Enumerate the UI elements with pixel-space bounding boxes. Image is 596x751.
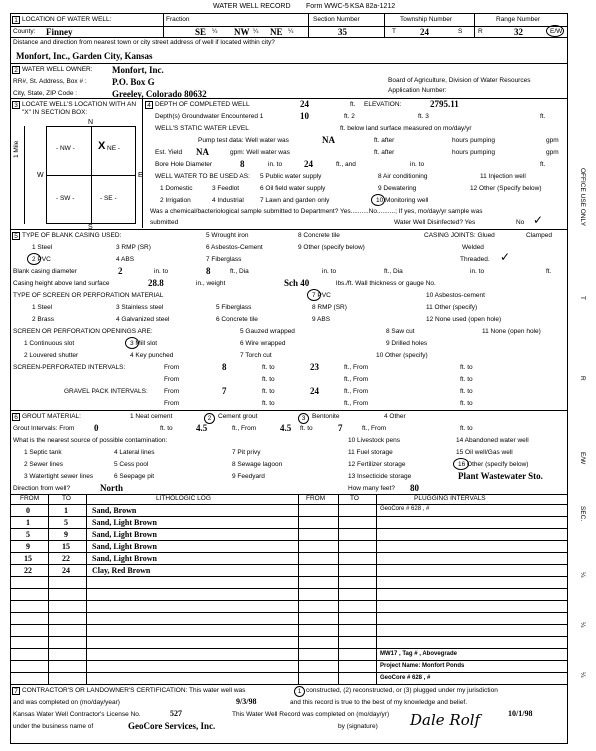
static-label: WELL'S STATIC WATER LEVEL [155, 125, 249, 132]
bore-label: Bore Hole Diameter [155, 161, 213, 168]
quarter-1: ¼ [212, 28, 218, 35]
openings-label: SCREEN OR PERFORATION OPENINGS ARE: [13, 328, 153, 335]
groundwater-2-label: ft. 2 [344, 113, 355, 120]
depth-label: DEPTH OF COMPLETED WELL [155, 101, 250, 108]
address-value: P.O. Box G [112, 77, 155, 87]
office-use-label: OFFICE USE ONLY [579, 168, 586, 227]
location-x-mark: X [98, 140, 106, 152]
opening-10: 10 Other (specify) [376, 352, 428, 359]
diameter-ft-dia: ft., Dia [230, 268, 249, 275]
opening-5: 5 Gauzed wrapped [240, 328, 295, 335]
casing-7: 7 Fiberglass [206, 256, 242, 263]
log-row-6-to: 24 [62, 566, 70, 575]
sp1-from-label: From [164, 364, 180, 371]
township-t: T [392, 28, 396, 35]
log-row-3-from: 5 [26, 530, 30, 539]
contam-2: 2 Sewer lines [24, 461, 64, 468]
opening-2: 2 Louvered shutter [24, 352, 79, 359]
sp1-to: 23 [310, 362, 319, 372]
contam-6: 6 Seepage pit [114, 473, 155, 480]
log-row-2-to: 5 [64, 518, 68, 527]
contam-7: 7 Pit privy [232, 449, 261, 456]
disinfected-label: Water Well Disinfected? Yes [394, 219, 476, 226]
joints-label: CASING JOINTS: Glued [424, 232, 495, 239]
casing-label: TYPE OF BLANK CASING USED: [22, 232, 122, 239]
contam-16: 16 Other (specify below) [458, 461, 529, 468]
use-6: 6 Oil field water supply [260, 185, 326, 192]
groundwater-label: Depth(s) Groundwater Encountered 1 [155, 113, 264, 120]
fraction-2: NW [234, 27, 250, 37]
grout-from2-label: ft., From [232, 425, 257, 432]
diameter-label: Blank casing diameter [13, 268, 77, 275]
use-2: 2 Irrigation [160, 197, 191, 204]
constructed-circle: 1 [294, 686, 305, 697]
screen-9: 9 ABS [312, 316, 331, 323]
contamination-label: What is the nearest source of possible contamination: [13, 437, 168, 444]
gp2-to2-label: ft. to [460, 400, 473, 407]
screen-3: 3 Stainless steel [116, 304, 164, 311]
sp1-to2-label: ft. to [460, 364, 473, 371]
range-r: R [478, 28, 483, 35]
screen-10: 10 Asbestos-cement [426, 292, 485, 299]
form-frame [10, 13, 568, 744]
contam-12: 12 Fertilizer storage [348, 461, 406, 468]
elevation-label: ELEVATION: [364, 101, 402, 108]
col-to-2: TO [350, 495, 359, 502]
geocore-id-2: GeoCore # 628 , # [380, 675, 431, 681]
sp1-to-label: ft. to [262, 364, 275, 371]
township-label: Township Number [400, 16, 453, 23]
yield-label: Est. Yield [155, 149, 183, 156]
feet-label: How many feet? [348, 485, 395, 492]
bore-in-to: in. to [268, 161, 283, 168]
application-label: Application Number: [388, 87, 447, 94]
pump-gpm: gpm [546, 137, 559, 144]
threaded-label: Threaded. [460, 256, 490, 263]
log-row-3-to: 9 [64, 530, 68, 539]
screen-perforated-label: SCREEN-PERFORATED INTERVALS: [13, 364, 126, 371]
use-7: 7 Lawn and garden only [260, 197, 330, 204]
screen-2: 2 Brass [32, 316, 55, 323]
grout-to-label: ft. to [160, 425, 173, 432]
screen-7-circle [307, 289, 321, 301]
east-label: E [138, 172, 143, 179]
weight-label: in., weight [196, 280, 226, 287]
sp1-from: 8 [222, 362, 227, 372]
contam-14: 14 Abandoned water well [456, 437, 529, 444]
office-quarter-1: ¼ [579, 572, 586, 578]
screen-5: 5 Fiberglass [216, 304, 252, 311]
diameter-in-to-3: in. to [470, 268, 485, 275]
record-label: This Water Well Record was completed on (mo/day/yr) [232, 711, 390, 718]
sp2-from2-label: ft., From [344, 376, 369, 383]
nw-label: - NW - [56, 145, 75, 152]
township-s: S [458, 28, 463, 35]
completed-label: and was completed on (mo/day/year) [13, 699, 120, 706]
locate-label: LOCATE WELL'S LOCATION WITH AN "X" IN SECTION BOX: [22, 101, 137, 116]
section-5-number: 5 [12, 232, 20, 240]
gp1-from2-label: ft., From [344, 388, 369, 395]
gp1-to: 24 [310, 386, 319, 396]
office-ew: E/W [579, 452, 586, 465]
height-label: Casing height above land surface [13, 280, 110, 287]
col-litho: LITHOLOGIC LOG [156, 495, 211, 502]
gp1-from: 7 [222, 386, 227, 396]
yield-gpm: gpm [546, 149, 559, 156]
gp2-to-label: ft. to [262, 400, 275, 407]
casing-5: 5 Wrought iron [206, 232, 249, 239]
bore-in-to-2: in. to [410, 161, 425, 168]
opening-4: 4 Key punched [130, 352, 174, 359]
distance-label: Distance and direction from nearest town or city street address of well if located within city? [13, 39, 275, 46]
quarter-2: ¼ [253, 28, 259, 35]
grout-from: 0 [94, 423, 99, 433]
gp1-to-label: ft. to [262, 388, 275, 395]
use-12: 12 Other (Specify below) [470, 185, 542, 192]
contam-3: 3 Watertight sewer lines [24, 473, 94, 480]
bore-ft: ft. [540, 161, 546, 168]
grout-to2-label: ft. to [300, 425, 313, 432]
threaded-check: ✓ [500, 250, 511, 264]
section-7-number: 7 [12, 687, 20, 695]
screen-4: 4 Galvanized steel [116, 316, 170, 323]
height-value: 28.8 [148, 278, 164, 288]
section-4-number: 4 [145, 101, 153, 109]
opening-11: 11 None (open hole) [482, 328, 541, 335]
mw-tag: MW17 , Tag # , Abovegrade [380, 651, 458, 657]
groundwater-3-label: ft. 3 [418, 113, 429, 120]
gp1-to2-label: ft. to [460, 388, 473, 395]
owner-value: Monfort, Inc. [112, 65, 164, 75]
casing-1: 1 Steel [32, 244, 53, 251]
log-row-5-from: 15 [24, 554, 32, 563]
true-statement: and this record is true to the best of my knowledge and belief. [290, 699, 468, 706]
use-label: WELL WATER TO BE USED AS: [155, 173, 250, 180]
log-row-1-from: 0 [26, 506, 30, 515]
sp2-from-label: From [164, 376, 180, 383]
contam-11: 11 Fuel storage [348, 449, 393, 456]
log-row-2-desc: Sand, Light Brown [92, 518, 157, 527]
casing-2: 2 PVC [32, 256, 51, 263]
depth-ft: ft. [350, 101, 356, 108]
groundwater-ft: ft. [540, 113, 546, 120]
opening-9: 9 Drilled holes [386, 340, 428, 347]
use-11: 11 Injection well [480, 173, 526, 180]
gp1-from-label: From [164, 388, 180, 395]
bore-value: 8 [240, 159, 245, 169]
north-label: N [88, 119, 94, 126]
opening-3-circle [125, 337, 139, 349]
screen-11: 11 Other (specify) [426, 304, 478, 311]
certification-label: CONTRACTOR'S OR LANDOWNER'S CERTIFICATION: This water well was [22, 687, 246, 694]
use-1: 1 Domestic [160, 185, 193, 192]
use-4: 4 Industrial [212, 197, 244, 204]
business-value: GeoCore Services, Inc. [128, 721, 216, 731]
quarter-3: ¼ [288, 28, 294, 35]
use-10-circle [371, 194, 385, 206]
grout-to2: 7 [338, 423, 343, 433]
use-3: 3 Feedlot [212, 185, 240, 192]
section-1-number: 1 [12, 16, 20, 24]
ksa-code: KSA 82a-1212 [350, 3, 396, 10]
pump-after: ft. after [374, 137, 395, 144]
use-10: 10 Monitoring well [376, 197, 429, 204]
screen-12: 12 None used (open hole) [426, 316, 502, 323]
casing-6: 6 Asbestos-Cement [206, 244, 263, 251]
schedule-value: Sch 40 [284, 278, 310, 288]
sp2-to-label: ft. to [262, 376, 275, 383]
casing-9: 9 Other (specify below) [298, 244, 365, 251]
use-5: 5 Public water supply [260, 173, 322, 180]
se-label: - SE - [100, 195, 117, 202]
ne-label: NE - [107, 145, 120, 152]
south-label: S [88, 224, 93, 231]
sp1-from2-label: ft., From [344, 364, 369, 371]
form-number: Form WWC-5 [306, 3, 349, 10]
distance-value: Monfort, Inc., Garden City, Kansas [16, 51, 153, 61]
section-number-label: Section Number [313, 16, 360, 23]
section-2-number: 2 [12, 66, 20, 74]
log-row-3-desc: Sand, Light Brown [92, 530, 157, 539]
contam-1: 1 Septic tank [24, 449, 62, 456]
contam-16-circle [453, 458, 469, 470]
sp2-to2-label: ft. to [460, 376, 473, 383]
office-t: T [579, 296, 586, 300]
grout-from3-label: ft., From [362, 425, 387, 432]
office-sec: SEC. [579, 506, 586, 522]
range-number: 32 [514, 27, 523, 37]
fraction-1: SE [195, 27, 207, 37]
yield-after: ft. after [374, 149, 395, 156]
groundwater-1: 10 [300, 111, 309, 121]
direction-label: Direction from well? [13, 485, 71, 492]
screen-8: 8 RMP (SR) [312, 304, 347, 311]
section-6-number: 6 [12, 413, 20, 421]
grout-to: 4.5 [196, 423, 208, 433]
business-label: under the business name of [13, 723, 94, 730]
board-text: Board of Agriculture, Division of Water Resources [388, 77, 531, 84]
signature: Dale Rolf [410, 711, 481, 729]
log-row-2-from: 1 [26, 518, 30, 527]
geocore-id: GeoCore # 628 , # [380, 506, 430, 512]
disinfected-check: ✓ [533, 213, 544, 227]
pump-value: NA [322, 135, 335, 145]
log-row-4-from: 9 [26, 542, 30, 551]
contam-5: 5 Cess pool [114, 461, 149, 468]
screen-label: TYPE OF SCREEN OR PERFORATION MATERIAL [13, 292, 164, 299]
opening-6: 6 Wire wrapped [240, 340, 286, 347]
bore-to-value: 24 [304, 159, 313, 169]
grout-2: Cement grout [218, 413, 258, 420]
office-quarter-2: ¼ [579, 622, 586, 628]
pump-hours: hours pumping [452, 137, 495, 144]
screen-6: 6 Concrete tile [216, 316, 258, 323]
opening-7: 7 Torch cut [240, 352, 272, 359]
diameter-value: 2 [118, 266, 123, 276]
project-name: Project Name: Monfort Ponds [380, 663, 465, 669]
depth-value: 24 [300, 99, 309, 109]
casing-2-circle [27, 253, 41, 265]
grout-3: Bentonite [312, 413, 340, 420]
static-rest: ft. below land surface measured on mo/day/yr [340, 125, 472, 132]
diameter-in-to: in. to [154, 268, 169, 275]
section-1-label: LOCATION OF WATER WELL: [22, 16, 112, 23]
yield-hours: hours pumping [452, 149, 495, 156]
col-from: FROM [20, 495, 40, 502]
owner-label: WATER WELL OWNER: [22, 66, 93, 73]
diameter-to: 8 [206, 266, 211, 276]
grout-from2: 4.5 [280, 423, 292, 433]
wall-label: lbs./ft. Wall thickness or gauge No. [336, 280, 436, 287]
grout-3-circle: 3 [298, 413, 309, 424]
contam-15: 15 Oil well/Gas well [456, 449, 513, 456]
contam-13: 13 Insecticide storage [348, 473, 412, 480]
grout-2-circle: 2 [204, 413, 215, 424]
county-value: Finney [46, 27, 73, 37]
log-row-6-from: 22 [24, 566, 32, 575]
pump-label: Pump test data: Well water was [198, 137, 289, 144]
city-label: City, State, ZIP Code : [13, 90, 78, 97]
signature-label: by (signature) [338, 723, 378, 730]
range-ew: E/W [550, 28, 563, 35]
mile-label: 1 Mile [13, 140, 20, 158]
township-number: 24 [420, 27, 429, 37]
city-value: Greeley, Colorado 80632 [112, 89, 207, 99]
feet-value: 80 [410, 483, 419, 493]
section-number: 35 [338, 27, 347, 37]
casing-4: 4 ABS [116, 256, 135, 263]
yield-rest: gpm: Well water was [230, 149, 290, 156]
log-row-5-to: 22 [62, 554, 70, 563]
gp2-from-label: From [164, 400, 180, 407]
diameter-in-to-2: in. to [322, 268, 337, 275]
gravel-pack-label: GRAVEL PACK INTERVALS: [64, 388, 148, 395]
opening-1: 1 Continuous slot [24, 340, 75, 347]
form-title: WATER WELL RECORD [213, 3, 291, 10]
elevation-value: 2795.11 [430, 99, 459, 109]
fraction-3: NE [270, 27, 283, 37]
record-value: 10/1/98 [508, 709, 533, 718]
gp2-from2-label: ft., From [344, 400, 369, 407]
log-row-4-desc: Sand, Light Brown [92, 542, 157, 551]
chem-question: Was a chemical/bacteriological sample submitted to Department? Yes..........No..........; If yes, mo/day/yr sample was [150, 208, 483, 215]
log-row-5-desc: Sand, Light Brown [92, 554, 157, 563]
diameter-ft-dia-2: ft., Dia [384, 268, 403, 275]
welded-label: Welded [462, 244, 484, 251]
opening-3: 3 Mill slot [130, 340, 158, 347]
screen-7: 7 PVC [312, 292, 331, 299]
grout-interval-label: Grout Intervals: From [13, 425, 75, 432]
section-3-number: 3 [12, 101, 20, 109]
log-row-4-to: 15 [62, 542, 70, 551]
diameter-ft: ft. [546, 268, 552, 275]
log-row-6-desc: Clay, Red Brown [92, 566, 151, 575]
screen-1: 1 Steel [32, 304, 53, 311]
opening-8: 8 Saw cut [386, 328, 415, 335]
grout-label: GROUT MATERIAL: [22, 413, 81, 420]
direction-value: North [100, 483, 123, 493]
sw-label: - SW - [56, 195, 75, 202]
log-row-1-to: 1 [64, 506, 68, 515]
contam-10: 10 Livestock pens [348, 437, 401, 444]
certification-options: constructed, (2) reconstructed, or (3) plugged under my jurisdiction [306, 687, 498, 694]
col-plugging: PLUGGING INTERVALS [414, 495, 486, 502]
grout-1: 1 Neat cement [130, 413, 173, 420]
license-label: Kansas Water Well Contractor's License No. [13, 711, 141, 718]
disinfected-no: No [516, 219, 525, 226]
submitted-label: submitted [150, 219, 179, 226]
col-to: TO [62, 495, 71, 502]
office-quarter-3: ¼ [579, 672, 586, 678]
log-row-1-desc: Sand, Brown [92, 506, 137, 515]
contam-9: 9 Feedyard [232, 473, 265, 480]
grout-to3-label: ft. to [460, 425, 473, 432]
ew-circle [546, 25, 564, 37]
other-source: Plant Wastewater Sto. [458, 471, 543, 481]
contam-8: 8 Sewage lagoon [232, 461, 283, 468]
use-9: 9 Dewatering [378, 185, 417, 192]
clamped-label: Clamped [526, 232, 553, 239]
license-value: 527 [170, 709, 182, 718]
completed-value: 9/3/98 [236, 697, 257, 706]
yield-value: NA [196, 147, 209, 157]
casing-3: 3 RMP (SR) [116, 244, 151, 251]
fraction-label: Fraction [166, 16, 190, 23]
grout-4: 4 Other [384, 413, 406, 420]
bore-and: ft., and [336, 161, 356, 168]
use-8: 8 Air conditioning [378, 173, 428, 180]
address-label: RR#, St. Address, Box # : [13, 78, 87, 85]
range-label: Range Number [496, 16, 541, 23]
west-label: W [37, 172, 44, 179]
col-from-2: FROM [306, 495, 326, 502]
county-label: County: [13, 28, 36, 35]
casing-8: 8 Concrete tile [298, 232, 340, 239]
contam-4: 4 Lateral lines [114, 449, 155, 456]
office-r: R [579, 376, 586, 381]
